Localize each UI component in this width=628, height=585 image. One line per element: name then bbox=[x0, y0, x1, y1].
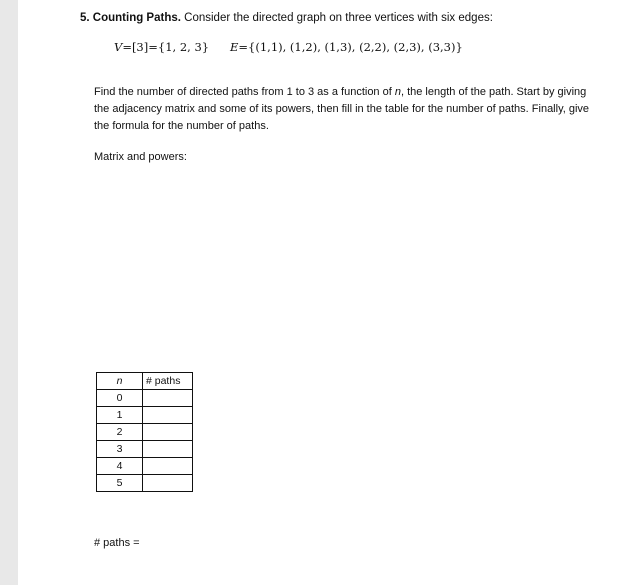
vertex-def: =[3]={1, 2, 3} bbox=[122, 40, 210, 54]
problem-intro: Consider the directed graph on three vertices with six edges: bbox=[184, 12, 493, 24]
row-n: 3 bbox=[97, 441, 143, 458]
problem-statement bbox=[80, 12, 493, 24]
matrix-powers-label: Matrix and powers: bbox=[94, 151, 187, 163]
table-row bbox=[97, 458, 193, 475]
row-n: 1 bbox=[97, 407, 143, 424]
table-header-row bbox=[97, 373, 193, 390]
table-row bbox=[97, 475, 193, 492]
table-row bbox=[97, 441, 193, 458]
table-row bbox=[97, 390, 193, 407]
instructions-part1: Find the number of directed paths from 1 to 3 as a function of bbox=[94, 86, 395, 98]
row-n: 0 bbox=[97, 390, 143, 407]
table-row bbox=[97, 424, 193, 441]
row-paths-cell[interactable] bbox=[143, 390, 193, 407]
document-page bbox=[18, 0, 628, 585]
row-n: 5 bbox=[97, 475, 143, 492]
header-n: n bbox=[97, 373, 143, 390]
edge-def: ={(1,1), (1,2), (1,3), (2,2), (2,3), (3,3)} bbox=[238, 40, 463, 54]
row-paths-cell[interactable] bbox=[143, 441, 193, 458]
table-row bbox=[97, 407, 193, 424]
instructions-part2: , the length of the path. Start by giving the adjacency matrix and some of its powers, then fill in the table for the number of paths. Finally, give the formula for the number of paths. bbox=[94, 86, 590, 132]
vertex-set bbox=[114, 40, 209, 54]
problem-title: 5. Counting Paths. bbox=[80, 12, 181, 24]
row-paths-cell[interactable] bbox=[143, 458, 193, 475]
vertex-var: V bbox=[114, 40, 123, 54]
header-paths: # paths bbox=[143, 373, 193, 390]
row-paths-cell[interactable] bbox=[143, 424, 193, 441]
instructions-n: n bbox=[394, 86, 401, 98]
row-paths-cell[interactable] bbox=[143, 475, 193, 492]
paths-table bbox=[96, 372, 193, 492]
row-n: 2 bbox=[97, 424, 143, 441]
row-n: 4 bbox=[97, 458, 143, 475]
instructions-paragraph bbox=[94, 84, 594, 135]
edge-var: E bbox=[230, 40, 239, 54]
edge-set bbox=[230, 40, 463, 54]
row-paths-cell[interactable] bbox=[143, 407, 193, 424]
paths-formula-label: # paths = bbox=[94, 537, 140, 549]
